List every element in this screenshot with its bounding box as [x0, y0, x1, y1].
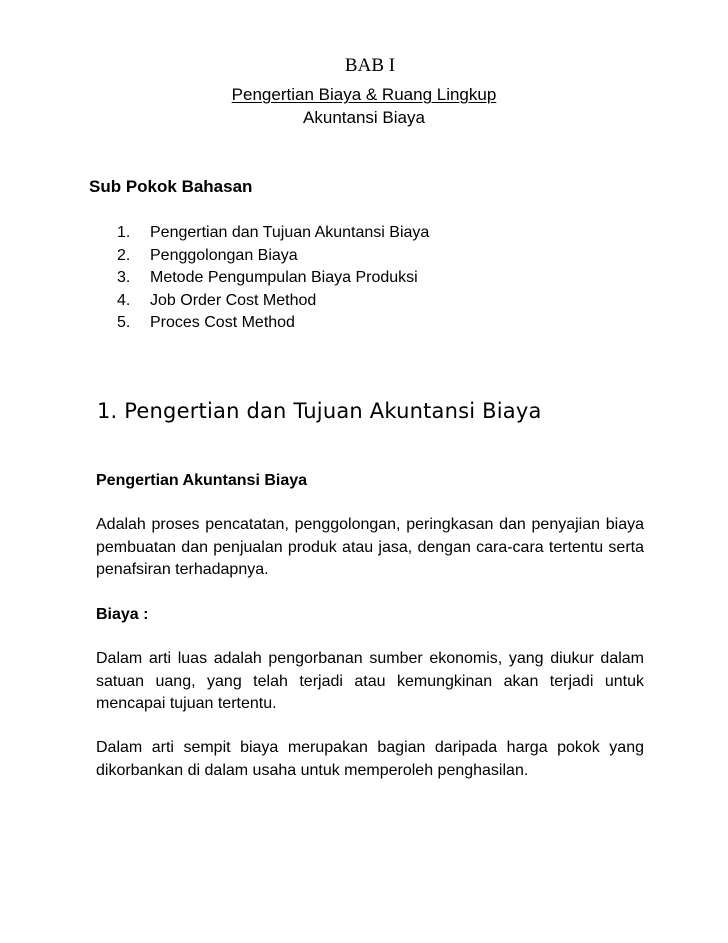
chapter-title-line-1	[0, 84, 728, 106]
list-item-number: 5.	[117, 314, 131, 331]
list-item-label: Job Order Cost Method	[150, 291, 317, 309]
cost-heading: Biaya :	[96, 606, 149, 623]
broad-meaning-paragraph: Dalam arti luas adalah pengorbanan sumber ekonomis, yang diukur dalam satuan uang, yang telah terjadi atau kemungkinan akan terjadi untuk mencapai tujuan tertentu.	[96, 650, 644, 712]
list-item-number: 2.	[117, 246, 131, 264]
section-title: 1. Pengertian dan Tujuan Akuntansi Biaya	[97, 399, 542, 423]
narrow-meaning-paragraph: Dalam arti sempit biaya merupakan bagian daripada harga pokok yang dikorbankan di dalam usaha untuk memperoleh penghasilan.	[96, 739, 644, 779]
definition-heading: Pengertian Akuntansi Biaya	[96, 472, 308, 489]
list-item-number: 3.	[117, 269, 131, 286]
list-item-number: 4.	[117, 291, 131, 309]
list-item-label: Metode Pengumpulan Biaya Produksi	[150, 269, 418, 286]
list-item-label: Proces Cost Method	[150, 314, 295, 331]
chapter-label: BAB I	[344, 55, 396, 76]
chapter-title-line-2: Akuntansi Biaya	[303, 108, 425, 127]
list-item-label: Penggolongan Biaya	[150, 246, 298, 264]
sub-topics-list	[117, 222, 429, 335]
list-item	[117, 222, 429, 245]
chapter-title-underlined: Pengertian Biaya & Ruang Lingkup	[231, 85, 497, 104]
list-item	[117, 245, 429, 268]
list-item-label: Pengertian dan Tujuan Akuntansi Biaya	[150, 224, 430, 241]
list-item	[117, 290, 429, 313]
list-item	[117, 267, 429, 290]
list-item-number: 1.	[117, 224, 131, 241]
definition-paragraph: Adalah proses pencatatan, penggolongan, peringkasan dan penyajian biaya pembuatan dan penjualan produk atau jasa, dengan cara-cara tertentu serta penafsiran terhadapnya.	[96, 516, 644, 578]
sub-topics-heading: Sub Pokok Bahasan	[89, 177, 253, 196]
list-item	[117, 312, 429, 335]
